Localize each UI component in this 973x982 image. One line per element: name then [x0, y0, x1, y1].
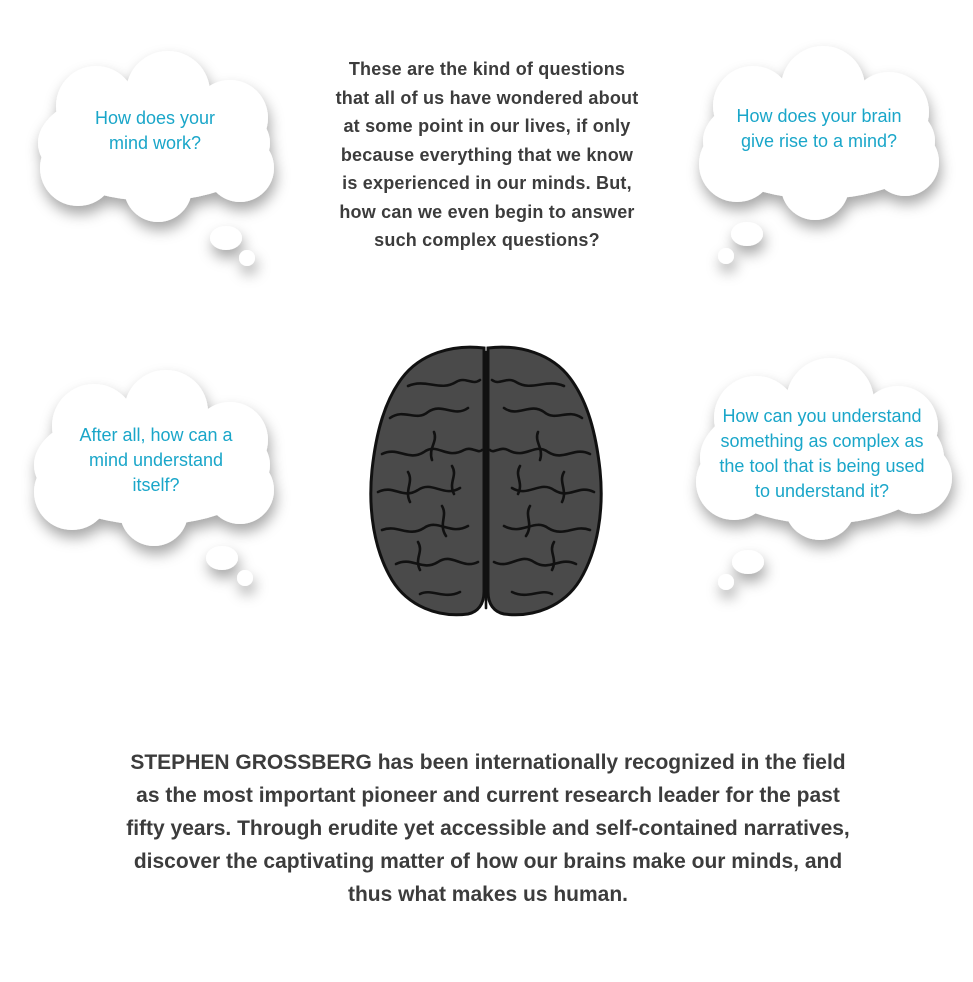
thought-bubble-1: [18, 48, 290, 270]
bubble-3-text: After all, how can a mind understand itself?: [79, 424, 233, 495]
brain-icon: [368, 342, 604, 622]
intro-text: These are the kind of questions that all of us have wondered about at some point in our lives, if only because everything that we know is experienced in our minds. But, how can we even begin to answer such complex questions?: [335, 59, 639, 251]
brain-image: [368, 342, 604, 622]
thought-bubble-2: [683, 46, 955, 268]
blurb-text: STEPHEN GROSSBERG has been internationally recognized in the field as the most important pioneer and current research leader for the past fifty years. Through erudite yet accessible and self-contained narratives, discover the captivating matter of how our brains make our minds, and thus what makes us human.: [126, 750, 850, 906]
bubble-4-text: How can you understand something as complex as the tool that is being used to understand it?: [719, 406, 925, 501]
intro-text-box: [320, 26, 654, 284]
bubble-2-text: How does your brain give rise to a mind?: [736, 106, 902, 151]
thought-bubble-3: [14, 370, 286, 592]
bubble-1-text: How does your mind work?: [94, 108, 216, 153]
thought-bubble-4: [684, 366, 960, 592]
blurb-text-box: [88, 730, 888, 926]
cloud-icon: [683, 46, 955, 268]
